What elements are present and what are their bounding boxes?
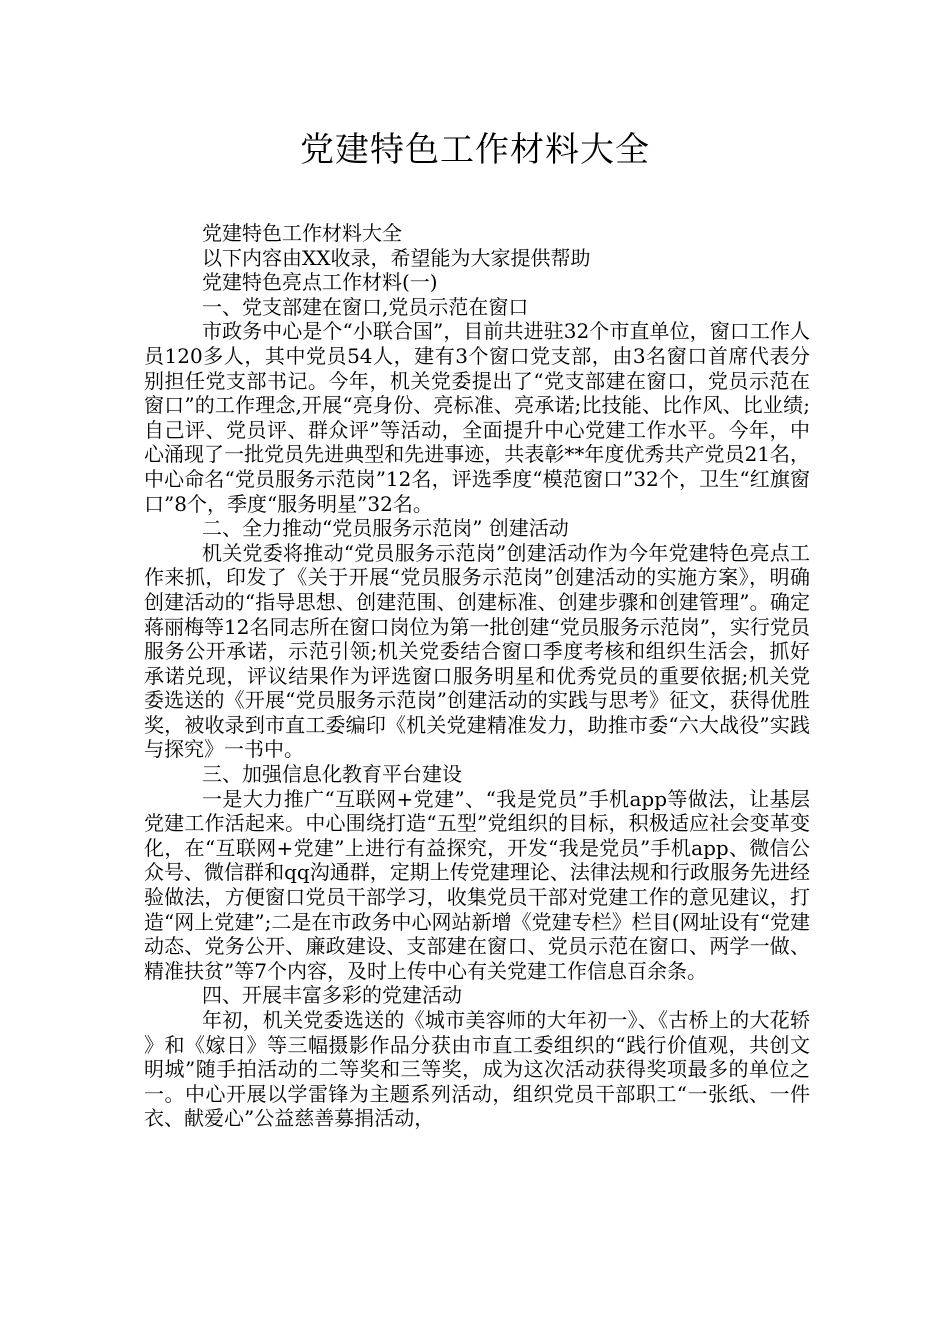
body-paragraph-4: 年初，机关党委选送的《城市美容师的大年初一》、《古桥上的大花轿》和《嫁日》等三幅摄影作品分获由市直工委组织的“践行价值观，共创文明城”随手拍活动的二等奖和三等奖，成为这次活动获得奖项最多的单位之一。中心开展以学雷锋为主题系列活动，组织党员干部职工“一张纸、一件衣、献爱心”公益慈善募捐活动， [144, 1008, 810, 1131]
section-heading: 党建特色亮点工作材料(一) [202, 270, 438, 295]
body-paragraph-3: 一是大力推广“互联网+党建”、“我是党员”手机app等做法，让基层党建工作活起来。中心围绕打造“五型”党组织的目标，积极适应社会变革变化，在“互联网+党建”上进行有益探究，开发“我是党员”手机app、微信公众号、微信群和qq沟通群，定期上传党建理论、法律法规和行政服务先进经验做法，方便窗口党员干部学习，收集党员干部对党建工作的意见建议，打造“网上党建”;二是在市政务中心网站新增《党建专栏》栏目(网址设有“党建动态、党务公开、廉政建设、支部建在窗口、党员示范在窗口、两学一做、精准扶贫”等7个内容，及时上传中心有关党建工作信息百余条。 [144, 786, 810, 983]
document-body [144, 221, 810, 1131]
document-title: 党建特色工作材料大全 [300, 130, 650, 170]
section-heading-1: 一、党支部建在窗口,党员示范在窗口 [202, 294, 529, 319]
section-heading-3: 三、加强信息化教育平台建设 [202, 762, 462, 787]
subtitle-line: 党建特色工作材料大全 [202, 221, 402, 245]
section-heading-4: 四、开展丰富多彩的党建活动 [202, 983, 462, 1008]
body-paragraph-1: 市政务中心是个“小联合国”，目前共进驻32个市直单位，窗口工作人员120多人，其中党员54人，建有3个窗口党支部，由3名窗口首席代表分别担任党支部书记。今年，机关党委提出了“党支部建在窗口，党员示范在窗口”的工作理念,开展“亮身份、亮标准、亮承诺;比技能、比作风、比业绩;自己评、党员评、群众评”等活动，全面提升中心党建工作水平。今年，中心涌现了一批党员先进典型和先进事迹，共表彰**年度优秀共产党员21名，中心命名“党员服务示范岗”12名，评选季度“模范窗口”32个，卫生“红旗窗口”8个，季度“服务明星”32名。 [144, 319, 810, 516]
body-paragraph-2: 机关党委将推动“党员服务示范岗”创建活动作为今年党建特色亮点工作来抓，印发了《关于开展“党员服务示范岗”创建活动的实施方案》，明确创建活动的“指导思想、创建范围、创建标准、创建步骤和创建管理”。确定蒋丽梅等12名同志所在窗口岗位为第一批创建“党员服务示范岗”，实行党员服务公开承诺，示范引领;机关党委结合窗口季度考核和组织生活会，抓好承诺兑现，评议结果作为评选窗口服务明星和优秀党员的重要依据;机关党委选送的《开展“党员服务示范岗”创建活动的实践与思考》征文，获得优胜奖，被收录到市直工委编印《机关党建精准发力，助推市委“六大战役”实践与探究》一书中。 [144, 540, 810, 762]
section-heading-2: 二、全力推动“党员服务示范岗” 创建活动 [202, 516, 569, 541]
source-note: 以下内容由XX收录，希望能为大家提供帮助 [202, 245, 591, 270]
